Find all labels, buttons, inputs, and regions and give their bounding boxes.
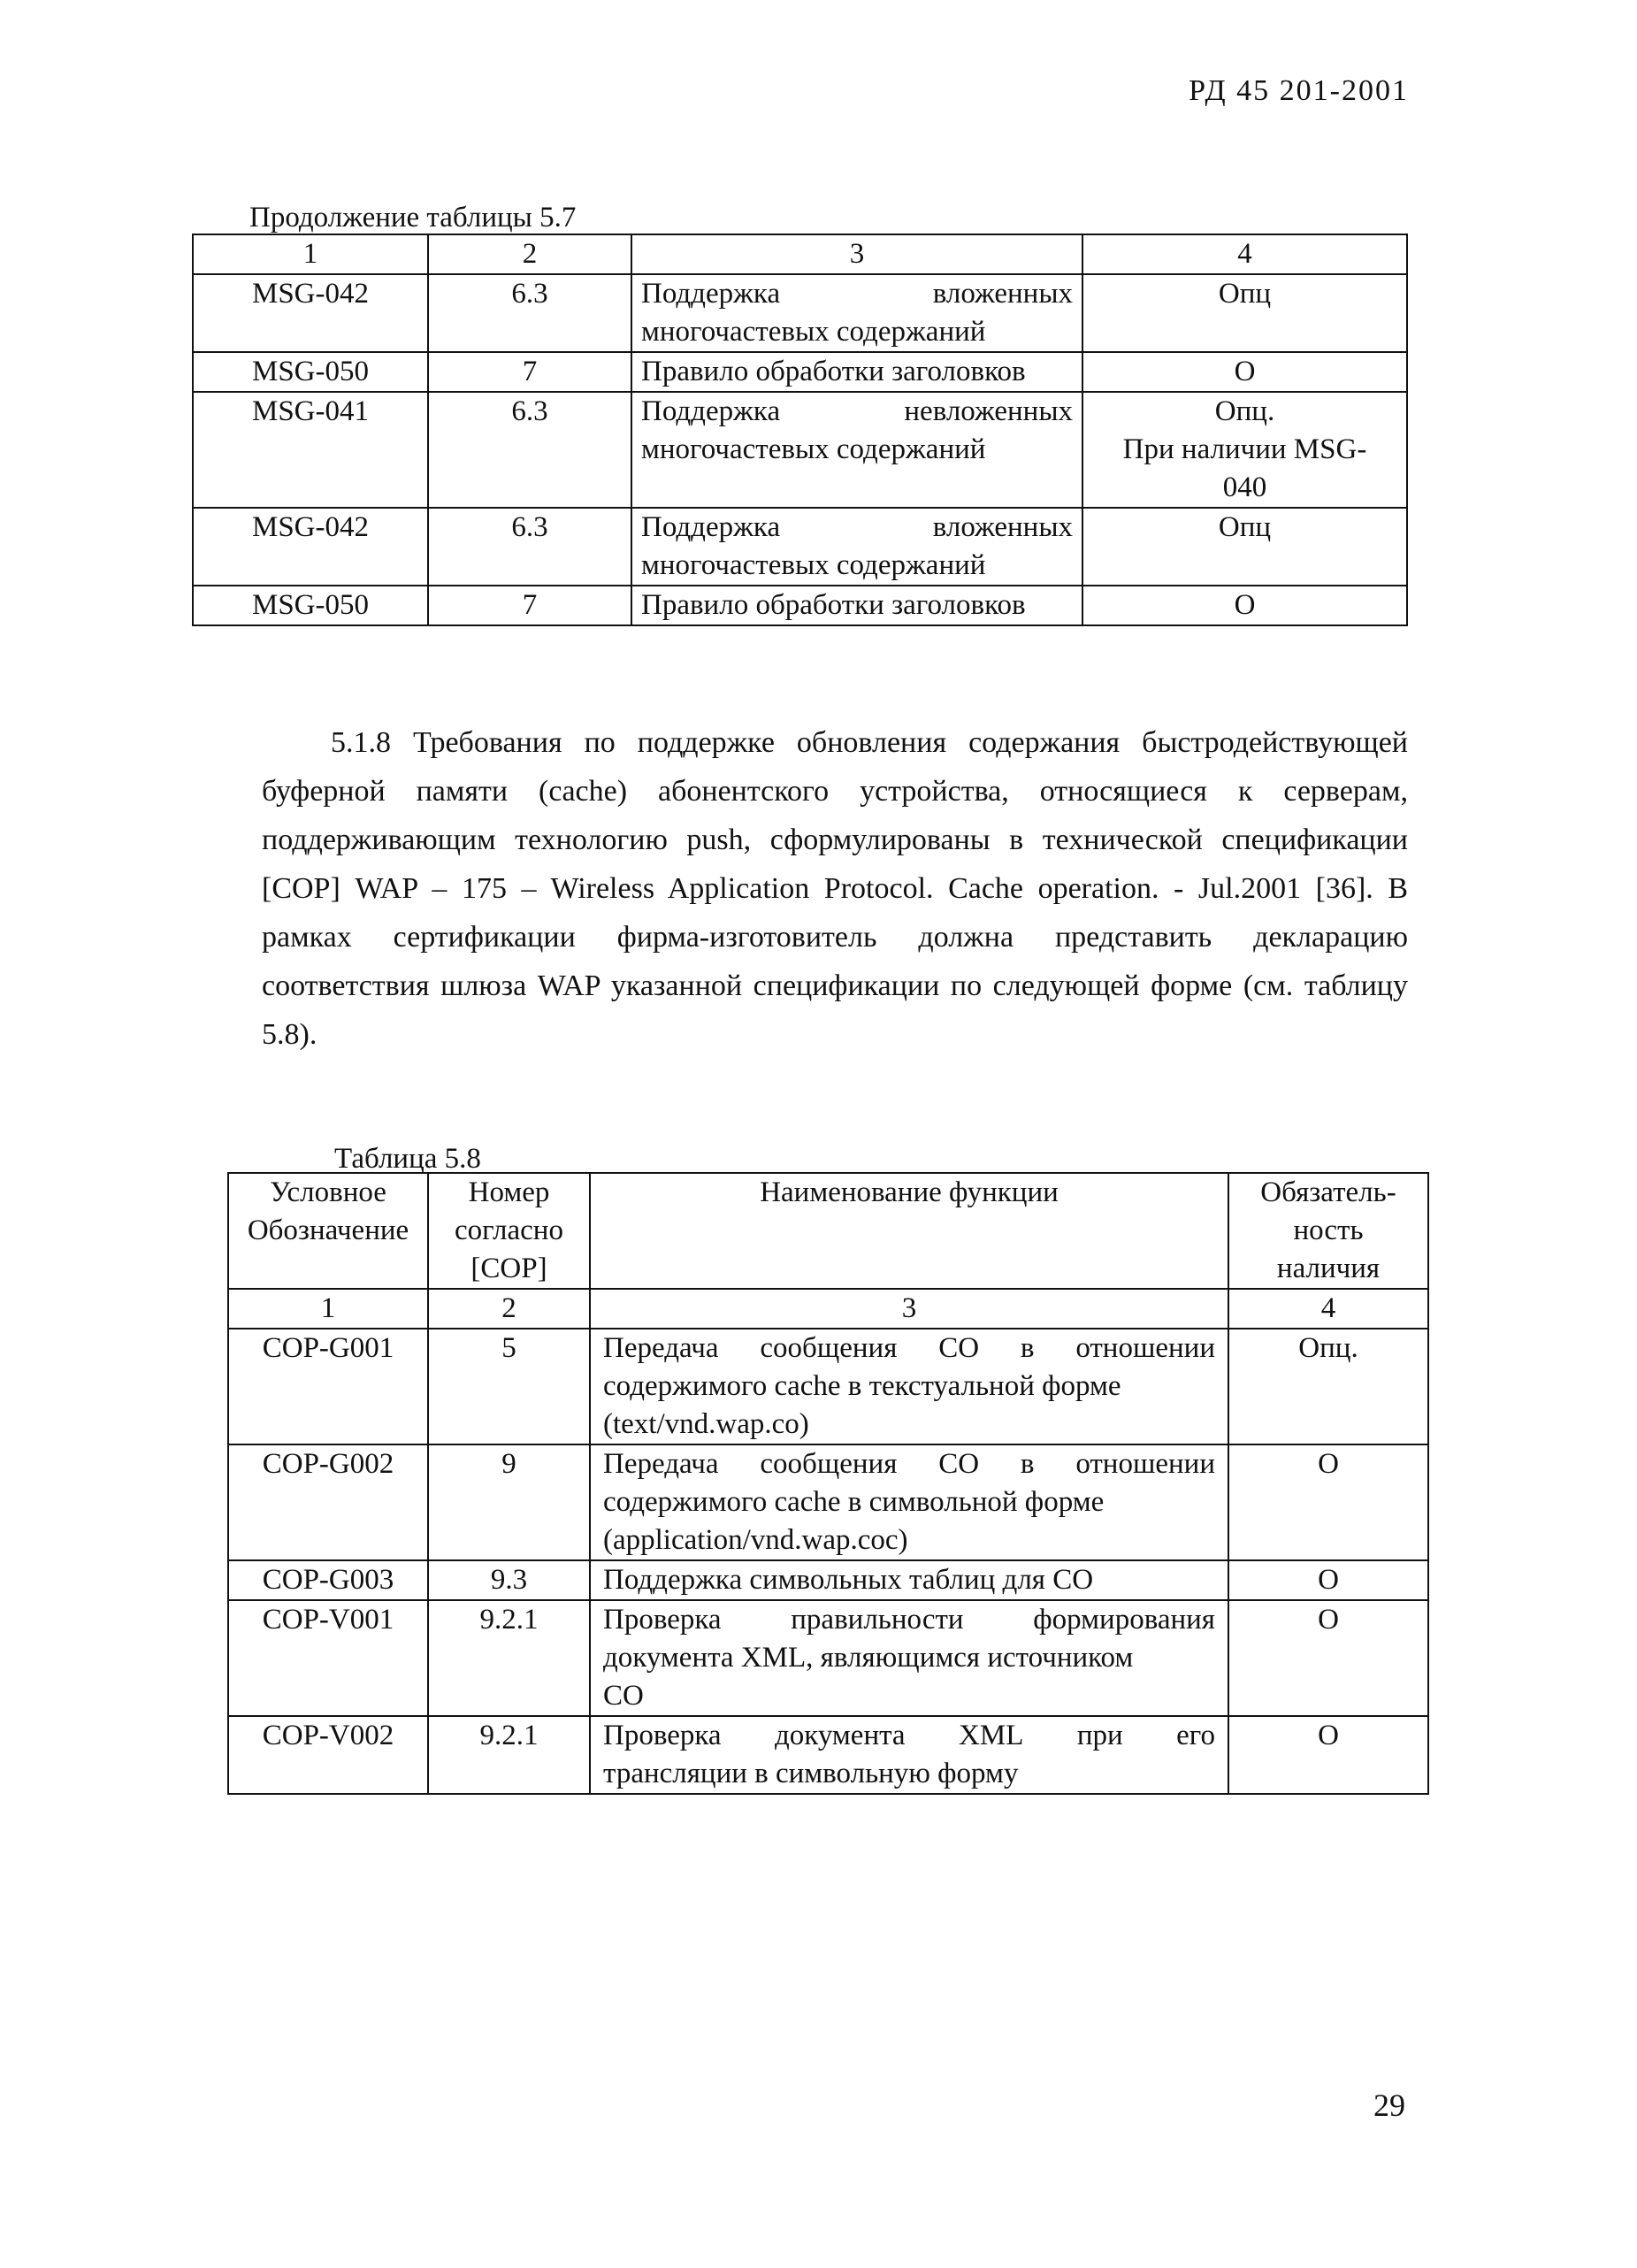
cell-requirement: Опц — [1082, 508, 1407, 586]
cell-function — [631, 392, 1082, 508]
cell-ref: 5 — [428, 1329, 590, 1444]
function-line: трансляции в символьную форму — [603, 1758, 1019, 1789]
table-row — [228, 1444, 1428, 1560]
function-word: Поддержка — [641, 511, 781, 543]
table-5-7-continuation — [192, 234, 1408, 626]
cell-code: COP-V001 — [228, 1600, 428, 1716]
function-line: содержимого cache в символьной форме — [603, 1486, 1105, 1518]
cell-requirement — [1082, 392, 1407, 508]
cell-ref: 7 — [428, 586, 631, 625]
cell-function — [590, 1600, 1228, 1716]
table-5-8-caption: Таблица 5.8 — [334, 1143, 481, 1175]
function-line: многочастевых содержаний — [641, 316, 986, 348]
requirement-line: При наличии MSG- — [1122, 433, 1367, 465]
function-word: формирования — [1033, 1604, 1215, 1636]
requirement-line: Опц. — [1214, 395, 1275, 427]
table-row — [228, 1560, 1428, 1600]
cell-ref: 6.3 — [428, 274, 631, 352]
cell-function — [631, 274, 1082, 352]
header-line: Обозначение — [247, 1214, 409, 1246]
cell-ref: 9.2.1 — [428, 1600, 590, 1716]
function-line: СО — [603, 1680, 644, 1712]
function-word: вложенных — [932, 511, 1073, 543]
cell-requirement: О — [1082, 586, 1407, 625]
cell-requirement: О — [1228, 1600, 1428, 1716]
cell-requirement: О — [1082, 352, 1407, 392]
function-line: документа XML, являющимся источником — [603, 1642, 1134, 1674]
function-line: (application/vnd.wap.coc) — [603, 1524, 908, 1556]
function-line: содержимого cache в текстуальной форме — [603, 1370, 1121, 1402]
cell-code: COP-V002 — [228, 1716, 428, 1794]
function-word: Передача — [603, 1332, 719, 1364]
cell-function — [590, 1444, 1228, 1560]
cell-code: MSG-042 — [193, 274, 428, 352]
cell-ref: 7 — [428, 352, 631, 392]
cell-function — [590, 1716, 1228, 1794]
function-word: отношении — [1075, 1332, 1215, 1364]
table-5-7-caption: Продолжение таблицы 5.7 — [249, 202, 577, 234]
function-word: в — [1020, 1332, 1035, 1364]
function-line: многочастевых содержаний — [641, 549, 986, 581]
cell-ref: 9.2.1 — [428, 1716, 590, 1794]
cell-requirement: Опц. — [1228, 1329, 1428, 1444]
function-word: его — [1176, 1720, 1215, 1751]
header-line: ность — [1293, 1214, 1364, 1246]
column-number: 3 — [631, 234, 1082, 274]
paragraph-text: 5.1.8 Требования по поддержке обновления содержания быстродействующей буферной памяти (cache) абонентского устройства, относящиеся к серверам, поддерживающим технологию push, сформулированы в технической спецификации [COP] WAP – 175 – Wireless Application Protocol. Cache operation. - Jul.2001 [36]. В рамках сертификации фирма-изготовитель должна представить декларацию соответствия шлюза WAP указанной спецификации по следующей форме (см. таблицу 5.8). — [262, 726, 1408, 1051]
header-line: Номер — [468, 1176, 550, 1208]
cell-function: Правило обработки заголовков — [631, 352, 1082, 392]
function-word: Поддержка — [641, 395, 781, 427]
header-mandatory — [1228, 1173, 1428, 1289]
document-code: РД 45 201-2001 — [1189, 74, 1409, 107]
header-line: согласно — [455, 1214, 563, 1246]
function-word: сообщения — [760, 1332, 898, 1364]
function-word: Проверка — [603, 1720, 722, 1751]
function-word: СО — [938, 1332, 980, 1364]
cell-function — [590, 1329, 1228, 1444]
column-number: 4 — [1228, 1289, 1428, 1329]
column-number: 2 — [428, 1289, 590, 1329]
column-number: 1 — [193, 234, 428, 274]
function-word: XML — [959, 1720, 1024, 1751]
function-line: (text/vnd.wap.co) — [603, 1408, 809, 1440]
header-line: [COP] — [470, 1253, 547, 1284]
table-row — [193, 586, 1407, 625]
cell-code: MSG-050 — [193, 586, 428, 625]
function-word: правильности — [791, 1604, 964, 1636]
function-line: многочастевых содержаний — [641, 433, 986, 465]
table-row — [193, 274, 1407, 352]
header-line: Обязатель- — [1260, 1176, 1396, 1208]
function-word: документа — [775, 1720, 906, 1751]
function-word: в — [1020, 1448, 1035, 1480]
column-number: 1 — [228, 1289, 428, 1329]
function-word: при — [1076, 1720, 1123, 1751]
section-5-1-8-paragraph — [262, 718, 1408, 1059]
table-row — [193, 392, 1407, 508]
cell-requirement: Опц — [1082, 274, 1407, 352]
table-row — [228, 1329, 1428, 1444]
column-number: 4 — [1082, 234, 1407, 274]
cell-ref: 9 — [428, 1444, 590, 1560]
header-number — [428, 1173, 590, 1289]
function-word: невложенных — [904, 395, 1073, 427]
header-designation — [228, 1173, 428, 1289]
cell-code: MSG-050 — [193, 352, 428, 392]
cell-function: Поддержка символьных таблиц для СО — [590, 1560, 1228, 1600]
table-row — [193, 508, 1407, 586]
cell-ref: 6.3 — [428, 392, 631, 508]
cell-code: COP-G002 — [228, 1444, 428, 1560]
cell-ref: 9.3 — [428, 1560, 590, 1600]
column-number: 3 — [590, 1289, 1228, 1329]
function-word: вложенных — [932, 278, 1073, 310]
cell-ref: 6.3 — [428, 508, 631, 586]
cell-requirement: О — [1228, 1560, 1428, 1600]
table-5-8 — [227, 1172, 1429, 1795]
cell-code: COP-G003 — [228, 1560, 428, 1600]
cell-code: MSG-042 — [193, 508, 428, 586]
column-number: 2 — [428, 234, 631, 274]
requirement-line: 040 — [1222, 471, 1267, 503]
function-word: Проверка — [603, 1604, 722, 1636]
table-row — [228, 1716, 1428, 1794]
cell-function — [631, 508, 1082, 586]
function-word: СО — [938, 1448, 980, 1480]
table-row — [193, 352, 1407, 392]
table-header-row — [228, 1173, 1428, 1289]
table-row — [228, 1600, 1428, 1716]
header-line: наличия — [1276, 1253, 1381, 1284]
function-word: Передача — [603, 1448, 719, 1480]
table-column-numbers-row — [193, 234, 1407, 274]
cell-code: MSG-041 — [193, 392, 428, 508]
cell-function: Правило обработки заголовков — [631, 586, 1082, 625]
cell-requirement: О — [1228, 1716, 1428, 1794]
page-number: 29 — [1373, 2088, 1405, 2123]
function-word: сообщения — [760, 1448, 898, 1480]
cell-code: COP-G001 — [228, 1329, 428, 1444]
header-function-name: Наименование функции — [590, 1173, 1228, 1289]
table-column-numbers-row — [228, 1289, 1428, 1329]
header-line: Условное — [270, 1176, 386, 1208]
cell-requirement: О — [1228, 1444, 1428, 1560]
function-word: отношении — [1075, 1448, 1215, 1480]
function-word: Поддержка — [641, 278, 781, 310]
